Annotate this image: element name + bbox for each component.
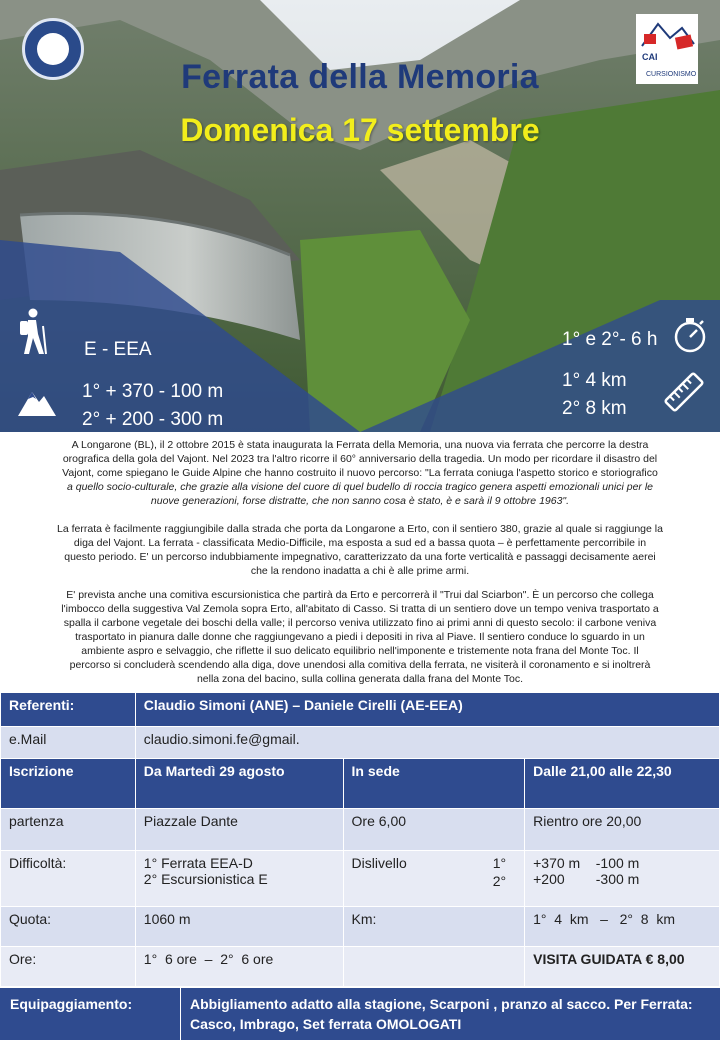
desc-line: l'imbocco della suggestiva Val Zemola sopra Erto, all'abitato di Casso. Si tratta di un sentiero dove un tempo veniva trasportato a [61,603,659,615]
svg-text:CURSIONISMO: CURSIONISMO [646,71,697,78]
equipment-bar [0,988,720,1040]
desc-line: E' prevista anche una comitiva escursionistica che partirà da Erto e percorrerà il "Trui dal Sciarbon". È un percorso che collega [66,589,654,601]
visita-guidata: VISITA GUIDATA € 8,00 [525,947,720,987]
desc-line: trasportato in pianura dalle donne che raggiungevano a piedi i depositi in riva al Piave. Il sentiero conduce lo sguardo in un [75,631,645,643]
time-stat: 1° e 2°- 6 h [562,329,658,350]
equipment-label: Equipaggiamento: [10,996,133,1012]
iscrizione-label: Iscrizione [1,759,136,809]
difficolta-2: 2° Escursionistica E [143,871,268,887]
referenti-label: Referenti: [1,693,136,727]
quota-value: 1060 m [135,907,343,947]
distance-stat-2: 2° 8 km [562,398,627,419]
svg-text:CAI: CAI [642,52,658,62]
email-label: e.Mail [1,727,136,759]
hiker-icon [14,308,50,356]
partenza-place: Piazzale Dante [135,809,343,851]
table-row [1,907,720,947]
ruler-icon [662,370,706,414]
ore-value: 1° 6 ore – 2° 6 ore [135,947,343,987]
equipment-value: Abbigliamento adatto alla stagione, Scarponi , pranzo al sacco. Per Ferrata: Casco, Imbrago, Set ferrata OMOLOGATI [190,996,693,1032]
partenza-label: partenza [1,809,136,851]
desc-line: nella zona del bacino, sulla collina generata dalla frana del Monte Toc. [196,673,524,685]
desc-line: percorso si concluderà scendendo alla diga, dove unendosi alla comitiva della ferrata, ne visiterà il coronamento e si inoltrerà [69,659,651,671]
equipment-divider [180,988,181,1040]
desc-line: che la rendono inadatta a chi è alle prime armi. [250,565,470,577]
km-label: Km: [343,907,525,947]
ore-label: Ore: [1,947,136,987]
desc-line: Vajont, come spiegano le Guide Alpine che hanno costruito il nuovo percorso: "La ferrata coniuga l'aspetto storico e storiografico [62,467,658,479]
desc-line: A Longarone (BL), il 2 ottobre 2015 è stata inaugurata la Ferrata della Memoria, una nuova via ferrata che percorre la destra [71,439,649,451]
rientro-time: Rientro ore 20,00 [525,809,720,851]
dislivello-n2: 2° [492,873,507,889]
difficolta-1: 1° Ferrata EEA-D [143,855,253,871]
table-row [1,759,720,809]
dislivello-v1: +370 m -100 m [533,855,640,871]
desc-line: diga del Vajont. La ferrata - classificata Medio-Difficile, ma esposta a sud ed a bassa quota – è perfettamente percorribile in [73,537,647,549]
difficulty-stat: E - EEA [84,339,152,360]
table-row [1,693,720,727]
difficolta-values [135,851,343,907]
table-row [1,851,720,907]
desc-line: spalla il carbone vegetale dei boschi della valle; il percorso veniva utilizzato fino ai primi anni di questo secolo: il carbone veniva [63,617,657,629]
desc-line: questo periodo. E' un percorso indubbiamente impegnativo, caratterizzato da una forte verticalità e passaggi decisamente aerei [64,551,656,563]
difficolta-label: Difficoltà: [1,851,136,907]
elevation-stat-1: 1° + 370 - 100 m [82,381,224,402]
quota-label: Quota: [1,907,136,947]
mountain-icon [18,384,56,418]
table-row [1,947,720,987]
dislivello-label: Dislivello [351,855,407,871]
info-table [0,692,720,987]
description-paragraph-3 [6,588,714,686]
table-row [1,809,720,851]
empty-cell [343,947,525,987]
desc-line: ambiente aspro e selvaggio, che riflette il suo delicato equilibrio nell'imponente e tristemente nota frana del Monte Toc. Il [81,645,639,657]
hero-photo [0,0,720,432]
table-row [1,727,720,759]
description-paragraph-1 [6,438,714,508]
iscrizione-date: Da Martedì 29 agosto [135,759,343,809]
event-date: Domenica 17 settembre [180,112,540,148]
elevation-stat-2: 2° + 200 - 300 m [82,409,224,430]
desc-line: La ferrata è facilmente raggiungibile dalla strada che porta da Longarone a Erto, con il sentiero 380, grazie al quale si raggiunge la [57,523,663,535]
dislivello-values [525,851,720,907]
stopwatch-icon [672,316,708,354]
dislivello-v2: +200 -300 m [533,871,640,887]
km-value: 1° 4 km – 2° 8 km [525,907,720,947]
partenza-time: Ore 6,00 [343,809,525,851]
distance-stat-1: 1° 4 km [562,370,627,391]
description-paragraph-2 [6,522,714,578]
desc-line-italic: nuove generazioni, forse distratte, che non sanno cosa è stato, è e sarà il 9 ottobre 1963". [150,495,570,507]
page-title: Ferrata della Memoria [181,58,539,96]
dislivello-cell [343,851,525,907]
referenti-value: Claudio Simoni (ANE) – Daniele Cirelli (AE-EEA) [135,693,719,727]
email-link[interactable]: claudio.simoni.fe@gmail. [135,727,719,759]
dislivello-n1: 1° [492,855,507,871]
iscrizione-where: In sede [343,759,525,809]
desc-line-italic: a quello socio-culturale, che grazie alla visione del cuore di quel budello di roccia tragico genera aspetti emozionali unici per le [66,481,653,493]
iscrizione-hours: Dalle 21,00 alle 22,30 [525,759,720,809]
desc-line: orografica della gola del Vajont. Nel 2023 tra l'altro ricorre il 60° anniversario della tragedia. Un modo per ricordare il disastro del [62,453,658,465]
